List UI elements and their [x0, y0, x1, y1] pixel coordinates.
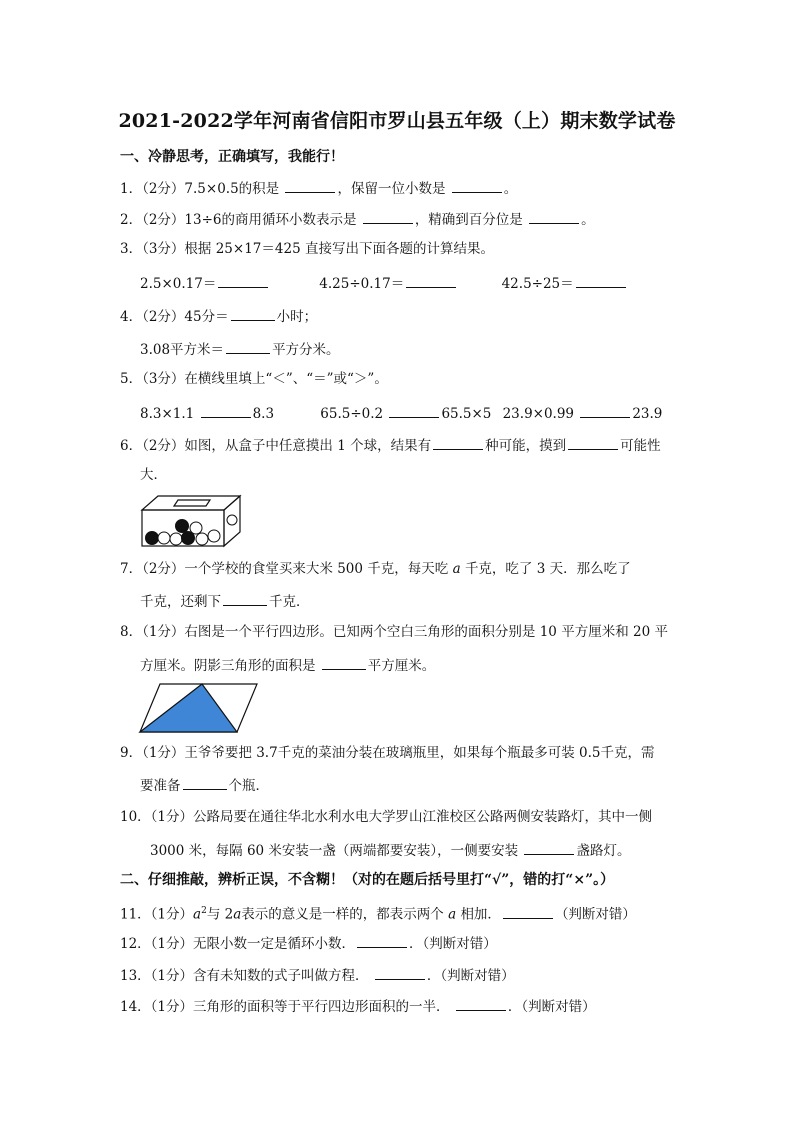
answer-blank[interactable]: [524, 840, 574, 855]
answer-blank[interactable]: [452, 178, 502, 193]
answer-blank[interactable]: [223, 591, 267, 606]
answer-blank[interactable]: [568, 435, 618, 450]
question-10: 10．（1分）公路局要在通往华北水利水电大学罗山江淮校区公路两侧安装路灯，其中一侧: [120, 809, 653, 825]
white-ball: [170, 533, 182, 545]
question-5: 5．（3分）在横线里填上“＜”、“＝”或“＞”。: [120, 371, 388, 387]
ball-box-figure: [138, 492, 244, 550]
answer-blank[interactable]: [231, 306, 275, 321]
question-8-cont: 方厘米。阴影三角形的面积是 平方厘米。: [140, 655, 435, 675]
question-1: 1．（2分）7.5×0.5的积是 ，保留一位小数是 。: [120, 178, 517, 198]
question-10-cont: 3000 米，每隔 60 米安装一盏（两端都要安装），一侧要安装 盏路灯。: [150, 840, 630, 860]
question-6-cont: 大．: [140, 467, 167, 483]
white-ball: [208, 530, 220, 542]
question-3: 3．（3分）根据 25×17＝425 直接写出下面各题的计算结果。: [120, 241, 494, 257]
parallelogram-figure: [138, 682, 260, 734]
answer-blank[interactable]: [375, 965, 425, 980]
question-11: 11．（1分）$a^2$与 2a表示的意义是一样的，都表示两个 a 相加． （判断对错）: [120, 902, 636, 924]
question-7: 7．（2分）一个学校的食堂买来大米 500 千克，每天吃 a 千克，吃了 3 天．那么吃了: [120, 561, 631, 577]
black-ball: [176, 520, 189, 533]
question-7-cont: 千克，还剩下 千克．: [140, 591, 310, 611]
question-8: 8．（1分）右图是一个平行四边形。已知两个空白三角形的面积分别是 10 平方厘米和 20 平: [120, 624, 668, 640]
answer-blank[interactable]: [576, 273, 626, 288]
answer-blank[interactable]: [529, 209, 579, 224]
answer-blank[interactable]: [363, 209, 413, 224]
question-2: 2．（2分）13÷6的商用循环小数表示是 ，精确到百分位是 。: [120, 209, 595, 229]
answer-blank[interactable]: [456, 996, 506, 1011]
section-2-heading: 二、仔细推敲，辨析正误，不含糊！（对的在题后括号里打“√”，错的打“×”。）: [120, 872, 615, 888]
answer-blank[interactable]: [218, 273, 268, 288]
question-4-part2: 3.08平方米＝ 平方分米。: [140, 339, 340, 359]
white-ball: [158, 532, 170, 544]
answer-blank[interactable]: [285, 178, 335, 193]
answer-blank[interactable]: [389, 403, 439, 418]
answer-blank[interactable]: [406, 273, 456, 288]
page-title: 2021-2022学年河南省信阳市罗山县五年级（上）期末数学试卷: [118, 110, 676, 132]
black-ball: [182, 532, 195, 545]
section-1-heading: 一、冷静思考，正确填写，我能行！: [120, 149, 344, 165]
white-ball: [227, 515, 237, 525]
question-9: 9．（1分）王爷爷要把 3.7千克的菜油分装在玻璃瓶里，如果每个瓶最多可装 0.5千克，需: [120, 745, 655, 761]
white-ball: [196, 533, 208, 545]
answer-blank[interactable]: [357, 933, 407, 948]
answer-blank[interactable]: [226, 339, 270, 354]
answer-blank[interactable]: [201, 403, 251, 418]
question-12: 12．（1分）无限小数一定是循环小数． ．（判断对错）: [120, 933, 497, 953]
question-5-items: 8.3×1.1 8.3 65.5÷0.2 65.5×5 23.9×0.99 23.9: [140, 403, 662, 423]
black-ball: [146, 532, 159, 545]
answer-blank[interactable]: [183, 775, 227, 790]
answer-blank[interactable]: [503, 904, 553, 919]
answer-blank[interactable]: [433, 435, 483, 450]
answer-blank[interactable]: [580, 403, 630, 418]
answer-blank[interactable]: [322, 655, 366, 670]
question-13: 13．（1分）含有未知数的式子叫做方程． ．（判断对错）: [120, 965, 515, 985]
question-4: 4．（2分）45分＝ 小时；: [120, 306, 317, 326]
question-6: 6．（2分）如图，从盒子中任意摸出 1 个球，结果有 种可能，摸到 可能性: [120, 435, 661, 455]
question-9-cont: 要准备 个瓶．: [140, 775, 269, 795]
question-3-items: 2.5×0.17＝ 4.25÷0.17＝ 42.5÷25＝: [140, 273, 628, 293]
question-14: 14．（1分）三角形的面积等于平行四边形面积的一半． ．（判断对错）: [120, 996, 596, 1016]
